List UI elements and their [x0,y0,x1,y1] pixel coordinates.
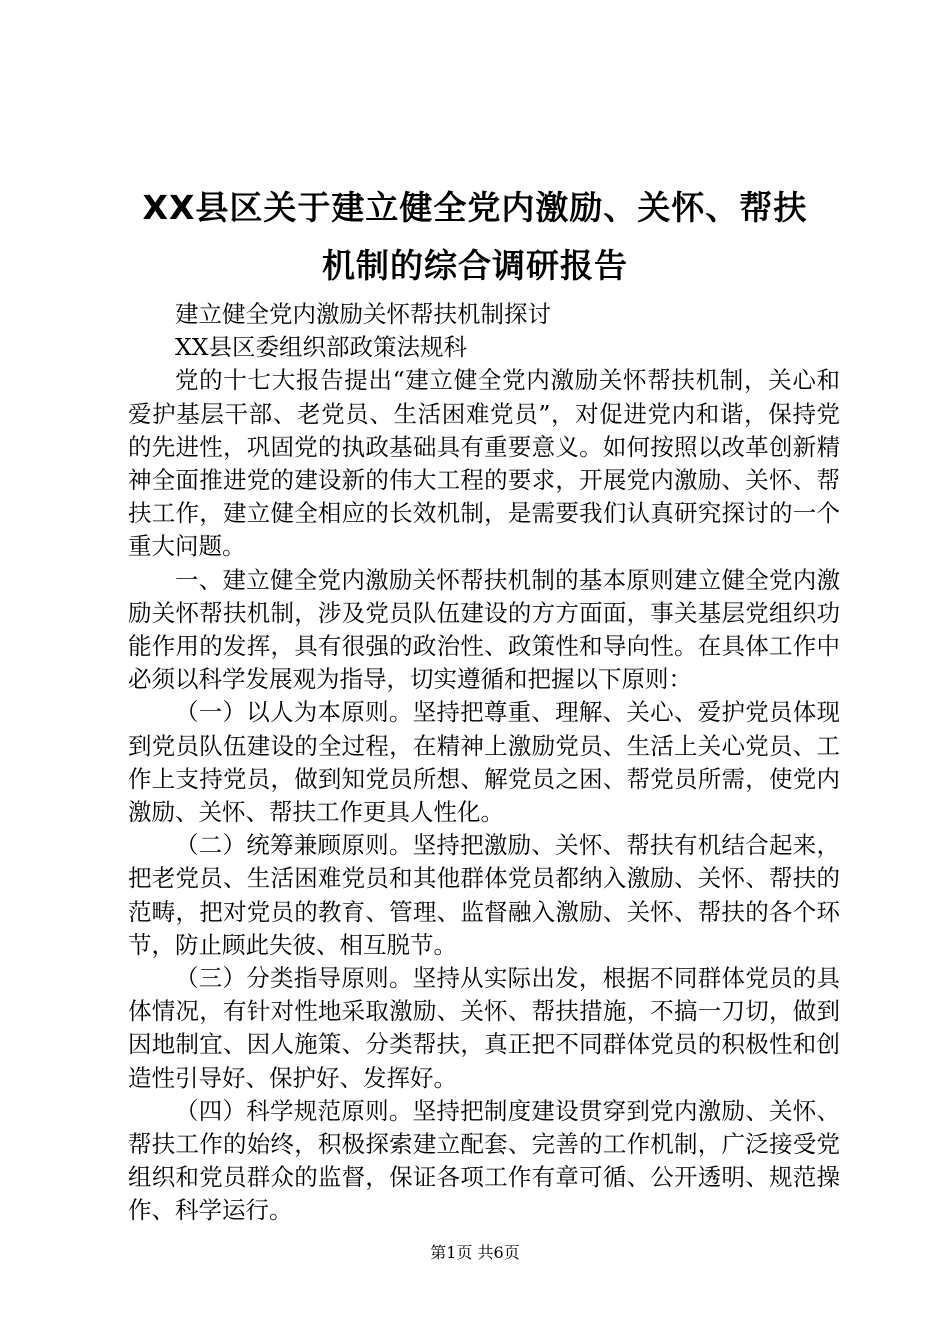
page-footer: 第1页 共6页 [430,1243,520,1262]
body-paragraph: （二）统筹兼顾原则。坚持把激励、关怀、帮扶有机结合起来，把老党员、生活困难党员和其他群体党员都纳入激励、关怀、帮扶的范畴，把对党员的教育、管理、监督融入激励、关怀、帮扶的各个环节，防止顾此失彼、相互脱节。 [128,831,840,959]
body-paragraph: （一）以人为本原则。坚持把尊重、理解、关心、爱护党员体现到党员队伍建设的全过程，在精神上激励党员、生活上关心党员、工作上支持党员，做到知党员所想、解党员之困、帮党员所需，使党内激励、关怀、帮扶工作更具人性化。 [128,698,840,827]
body-paragraph: 一、建立健全党内激励关怀帮扶机制的基本原则建立健全党内激励关怀帮扶机制，涉及党员队伍建设的方方面面，事关基层党组织功能作用的发挥，具有很强的政治性、政策性和导向性。在具体工作中必须以科学发展观为指导，切实遵循和把握以下原则： [128,565,840,694]
body-paragraph: （四）科学规范原则。坚持把制度建设贯穿到党内激励、关怀、帮扶工作的始终，积极探索建立配套、完善的工作机制，广泛接受党组织和党员群众的监督，保证各项工作有章可循、公开透明、规范操作、科学运行。 [128,1096,840,1225]
document-body [128,298,840,1228]
author-paragraph: XX县区委组织部政策法规科 [175,333,467,362]
document-title-line-2: 机制的综合调研报告 [322,246,628,285]
body-paragraph: （三）分类指导原则。坚持从实际出发，根据不同群体党员的具体情况，有针对性地采取激励、关怀、帮扶措施，不搞一刀切，做到因地制宜、因人施策、分类帮扶，真正把不同群体党员的积极性和创造性引导好、保护好、发挥好。 [128,964,840,1092]
subtitle-paragraph: 建立健全党内激励关怀帮扶机制探讨 [175,300,551,328]
body-paragraph: 党的十七大报告提出“建立健全党内激励关怀帮扶机制，关心和爱护基层干部、老党员、生活困难党员”，对促进党内和谐，保持党的先进性，巩固党的执政基础具有重要意义。如何按照以改革创新精神全面推进党的建设新的伟大工程的要求，开展党内激励、关怀、帮扶工作，建立健全相应的长效机制，是需要我们认真研究探讨的一个重大问题。 [128,366,840,561]
document-title-line-1: XX县区关于建立健全党内激励、关怀、帮扶 [142,188,808,227]
